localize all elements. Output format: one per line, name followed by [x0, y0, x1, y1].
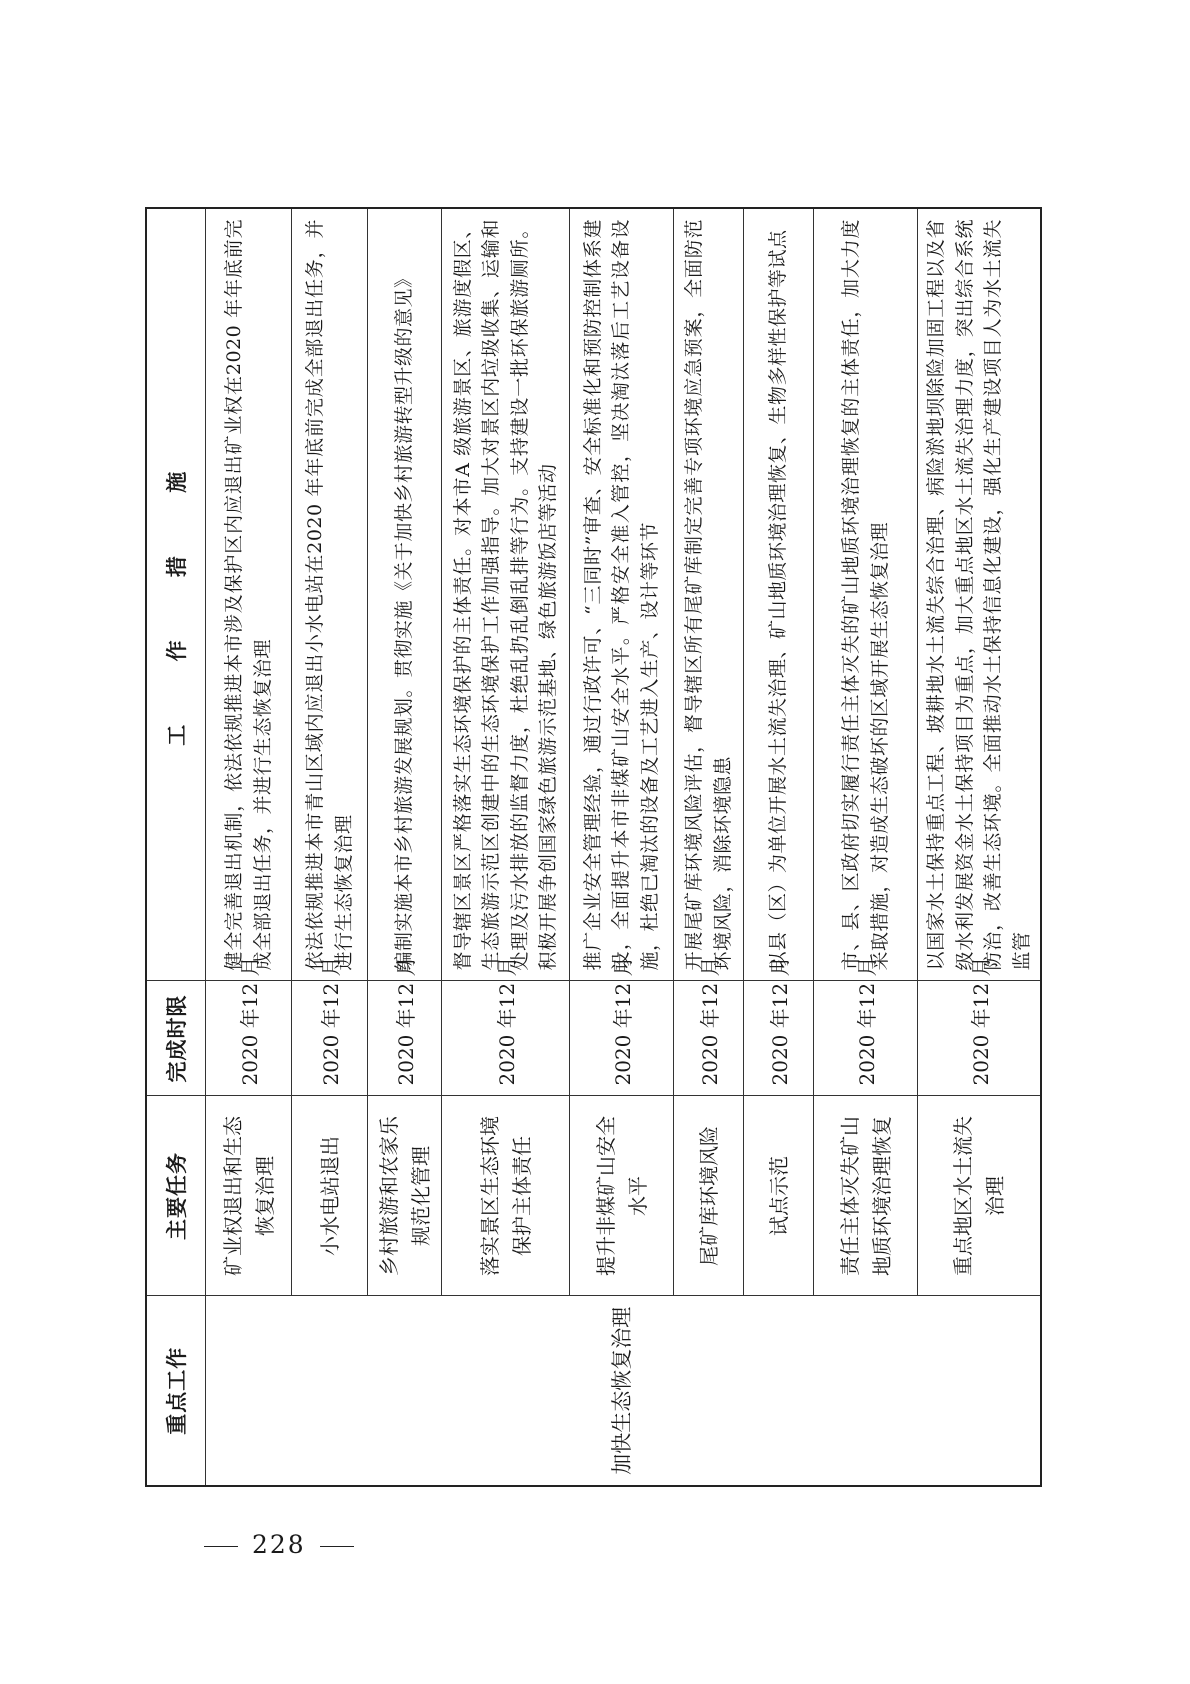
- measures-cell: 依法依规推进本市青山区域内应退出小水电站在2020 年年底前完成全部退出任务，并进行生态恢复治理: [292, 208, 368, 981]
- deadline-cell: 2020 年12 月: [814, 981, 918, 1096]
- task-cell: 尾矿库环境风险: [674, 1096, 744, 1296]
- table-row: [918, 208, 1042, 1486]
- measures-cell: 以县（区）为单位开展水土流失治理、矿山地质环境治理恢复、生物多样性保护等试点: [744, 208, 814, 981]
- task-cell: 试点示范: [744, 1096, 814, 1296]
- table-header-row: [146, 208, 206, 1486]
- key-work-cell: 加快生态恢复治理: [206, 1296, 1042, 1486]
- measures-cell: 市、县、区政府切实履行责任主体灭失的矿山地质环境治理恢复的主体责任，加大力度采取措施，对造成生态破坏的区域开展生态恢复治理: [814, 208, 918, 981]
- table-row: [368, 208, 442, 1486]
- table-row: [292, 208, 368, 1486]
- task-cell: 提升非煤矿山安全水平: [570, 1096, 674, 1296]
- task-cell: 矿业权退出和生态恢复治理: [206, 1096, 292, 1296]
- table-row: [442, 208, 570, 1486]
- measures-cell: 督导辖区景区严格落实生态环境保护的主体责任。对本市A 级旅游景区、旅游度假区、生态旅游示范区创建中的生态环境保护工作加强指导。加大对景区内垃圾收集、运输和处理及污水排放的监督力度，杜绝乱扔乱倒乱排等行为。支持建设一批环保旅游厕所。积极开展争创国家绿色旅游示范基地、绿色旅游饭店等活动: [442, 208, 570, 981]
- task-cell: 落实景区生态环境保护主体责任: [442, 1096, 570, 1296]
- measures-cell: 推广企业安全管理经验，通过行政许可、“三同时”审查、安全标准化和预防控制体系建设，全面提升本市非煤矿山安全水平。严格安全准入管控，坚决淘汰落后工艺设备设施，杜绝已淘汰的设备及工艺进入生产、设计等环节: [570, 208, 674, 981]
- deadline-cell: 2020 年12 月: [368, 981, 442, 1096]
- table-row: [744, 208, 814, 1486]
- measures-cell: 编制实施本市乡村旅游发展规划。贯彻实施《关于加快乡村旅游转型升级的意见》: [368, 208, 442, 981]
- work-measures-table: [145, 207, 1042, 1487]
- page-dash-right: [320, 1546, 354, 1547]
- task-cell: 小水电站退出: [292, 1096, 368, 1296]
- measures-cell: 以国家水土保持重点工程、坡耕地水土流失综合治理、病险淤地坝除险加固工程以及省级水利发展资金水土保持项目为重点，加大重点地区水土流失治理力度，突出综合系统防治，改善生态环境。全面推动水土保持信息化建设，强化生产建设项目人为水土流失监管: [918, 208, 1042, 981]
- header-main-task: 主要任务: [146, 1096, 206, 1296]
- deadline-cell: 2020 年12 月: [918, 981, 1042, 1096]
- task-cell: 责任主体灭失矿山地质环境治理恢复: [814, 1096, 918, 1296]
- task-cell: 乡村旅游和农家乐规范化管理: [368, 1096, 442, 1296]
- deadline-cell: 2020 年12 月: [744, 981, 814, 1096]
- deadline-cell: 2020 年12 月: [570, 981, 674, 1096]
- rotated-table-container: [145, 207, 1033, 1487]
- deadline-cell: 2020 年12 月: [292, 981, 368, 1096]
- page-number: [190, 1530, 368, 1559]
- page-dash-left: [204, 1546, 238, 1547]
- table-row: [814, 208, 918, 1486]
- deadline-cell: 2020 年12 月: [674, 981, 744, 1096]
- header-deadline: 完成时限: [146, 981, 206, 1096]
- table-row: [206, 208, 292, 1486]
- deadline-cell: 2020 年12 月: [206, 981, 292, 1096]
- measures-cell: 健全完善退出机制，依法依规推进本市涉及保护区内应退出矿业权在2020 年年底前完成全部退出任务，并进行生态恢复治理: [206, 208, 292, 981]
- measures-cell: 开展尾矿库环境风险评估，督导辖区所有尾矿库制定完善专项环境应急预案，全面防范环境风险，消除环境隐患: [674, 208, 744, 981]
- table-row: [674, 208, 744, 1486]
- task-cell: 重点地区水土流失治理: [918, 1096, 1042, 1296]
- header-measures: 工 作 措 施: [146, 208, 206, 981]
- header-key-work: 重点工作: [146, 1296, 206, 1486]
- deadline-cell: 2020 年12 月: [442, 981, 570, 1096]
- table-row: [570, 208, 674, 1486]
- page-number-text: 228: [252, 1530, 306, 1559]
